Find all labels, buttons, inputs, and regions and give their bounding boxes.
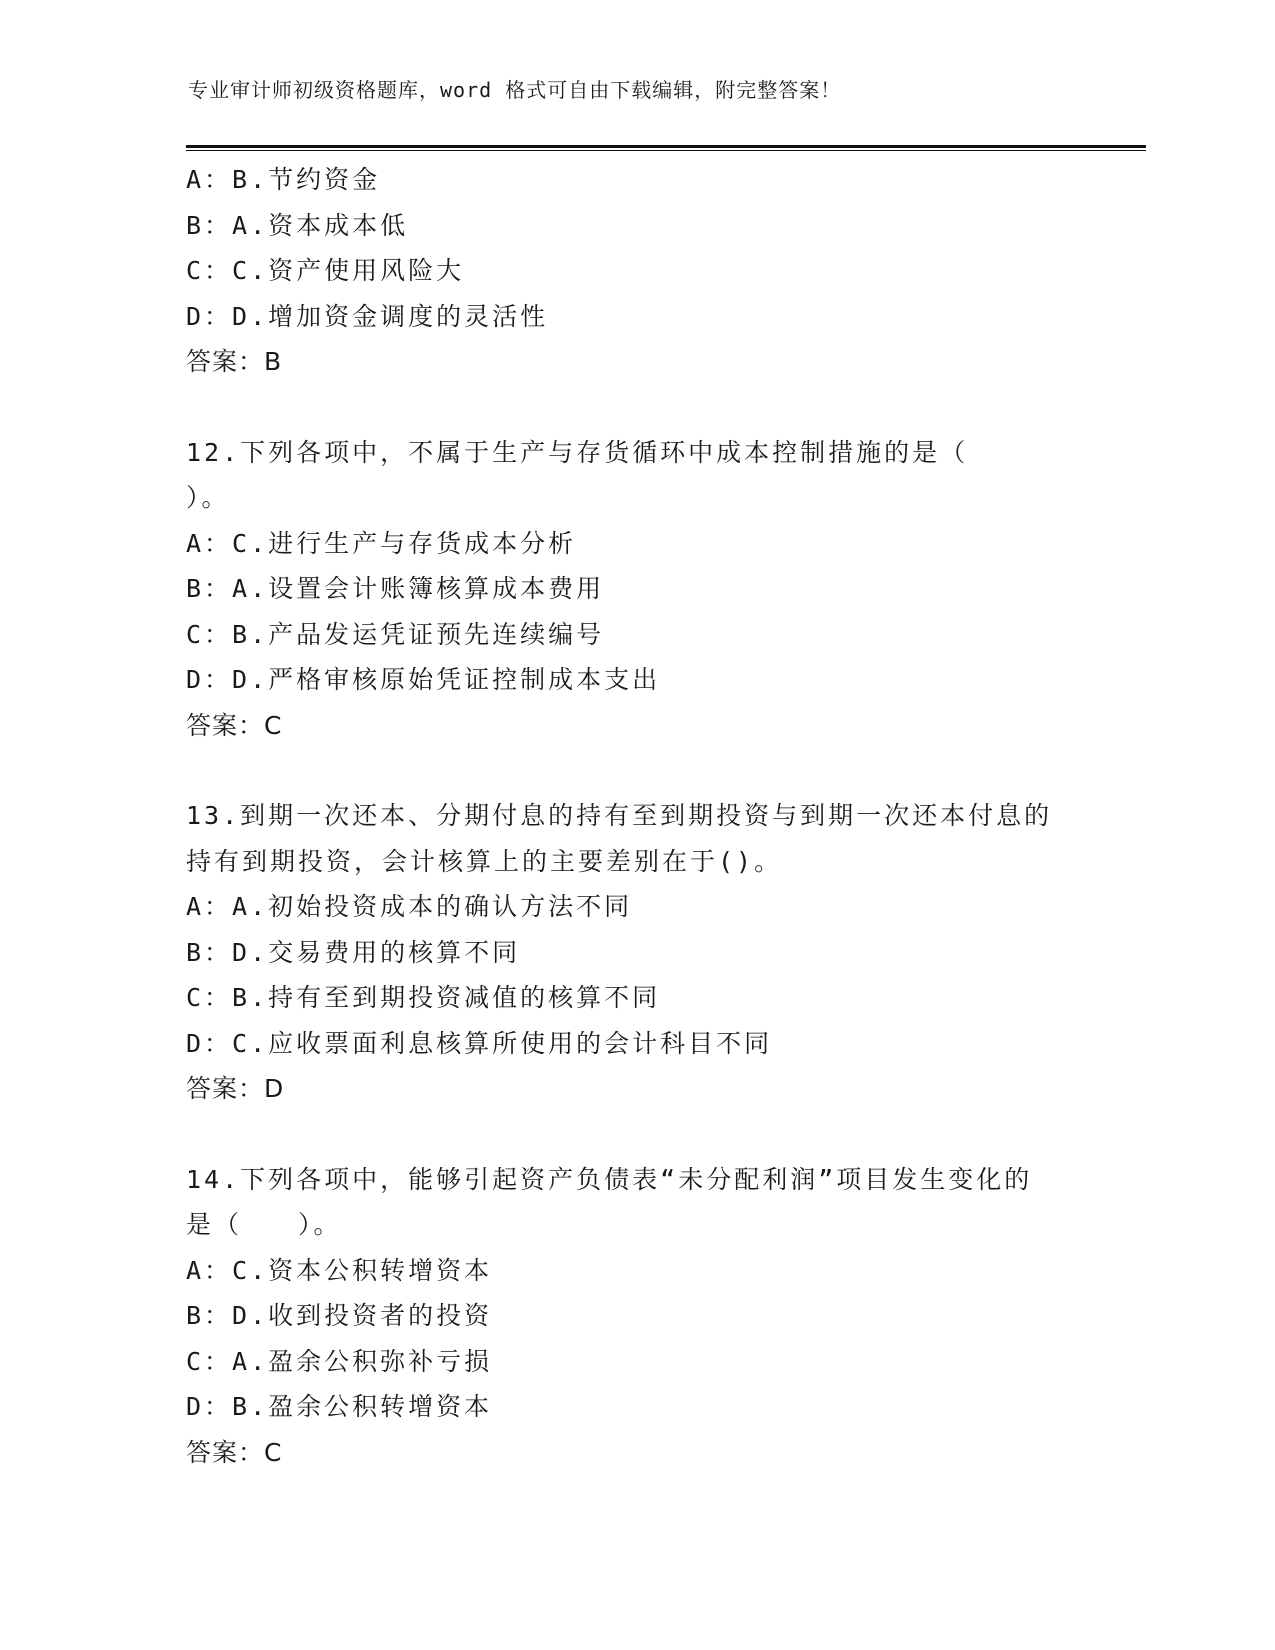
option-b: B：D.收到投资者的投资 — [186, 1301, 493, 1330]
question-13 — [186, 793, 1086, 1112]
option-c: C：B.产品发运凭证预先连续编号 — [186, 619, 605, 649]
question-text-line-2: 持有到期投资，会计核算上的主要差别在于()。 — [186, 846, 783, 876]
question-11 — [186, 157, 1086, 385]
question-text-line-2: ）。 — [186, 483, 230, 512]
header-rule-thin — [186, 150, 1146, 151]
question-12 — [186, 430, 1086, 749]
option-d: D：D.严格审核原始凭证控制成本支出 — [186, 665, 661, 694]
option-d: D：B.盈余公积转增资本 — [186, 1392, 493, 1421]
question-spacer — [186, 385, 1086, 430]
question-list — [186, 157, 1086, 1475]
option-b: B：D.交易费用的核算不同 — [186, 937, 521, 967]
option-b: B：A.资本成本低 — [186, 210, 409, 240]
answer-line: 答案：C — [186, 710, 283, 740]
question-spacer — [186, 1112, 1086, 1157]
option-c: C：B.持有至到期投资减值的核算不同 — [186, 983, 661, 1012]
question-14 — [186, 1157, 1086, 1476]
question-text-line-1: 13.到期一次还本、分期付息的持有至到期投资与到期一次还本付息的 — [186, 801, 1053, 830]
option-a: A：B.节约资金 — [186, 165, 381, 194]
header-rule-thick — [186, 145, 1146, 148]
question-text-line-1: 12.下列各项中，不属于生产与存货循环中成本控制措施的是（ — [186, 437, 969, 467]
option-b: B：A.设置会计账簿核算成本费用 — [186, 574, 605, 603]
question-text-line-2: 是（ ）。 — [186, 1210, 342, 1239]
option-a: A：C.资本公积转增资本 — [186, 1255, 493, 1285]
option-d: D：C.应收票面利息核算所使用的会计科目不同 — [186, 1028, 773, 1058]
option-c: C：A.盈余公积弥补亏损 — [186, 1346, 493, 1376]
answer-line: 答案：D — [186, 1074, 285, 1103]
page-header: 专业审计师初级资格题库，word 格式可自由下载编辑，附完整答案！ — [188, 78, 842, 102]
answer-line: 答案：B — [186, 347, 283, 376]
option-a: A：A.初始投资成本的确认方法不同 — [186, 892, 633, 921]
option-d: D：D.增加资金调度的灵活性 — [186, 301, 549, 331]
answer-line: 答案：C — [186, 1437, 283, 1467]
question-text-line-1: 14.下列各项中，能够引起资产负债表“未分配利润”项目发生变化的 — [186, 1164, 1033, 1194]
question-spacer — [186, 748, 1086, 793]
option-a: A：C.进行生产与存货成本分析 — [186, 528, 577, 558]
option-c: C：C.资产使用风险大 — [186, 256, 465, 285]
